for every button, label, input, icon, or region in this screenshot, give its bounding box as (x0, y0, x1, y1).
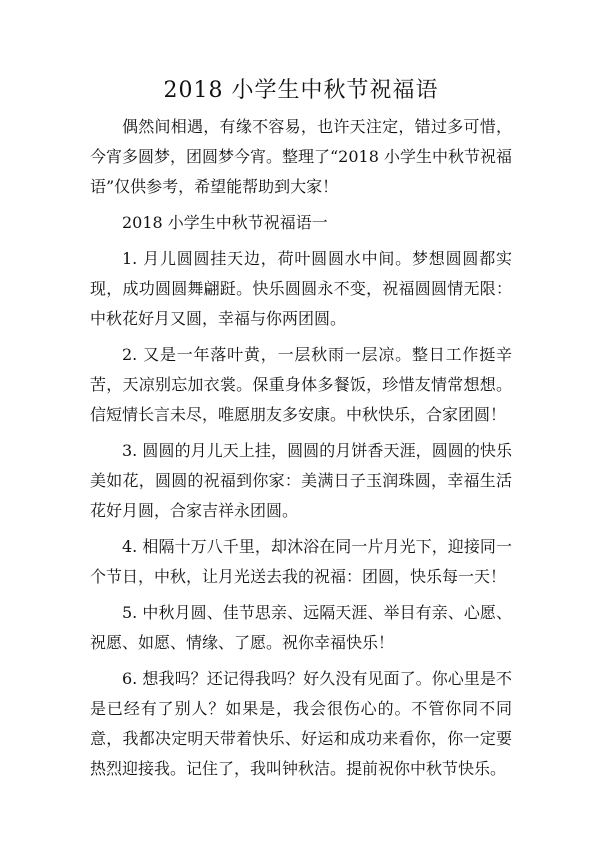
greeting-item-5: 5. 中秋月圆、佳节思亲、远隔天涯、举目有亲、心愿、祝愿、如愿、情缘、了愿。祝你幸福快乐！ (90, 603, 512, 652)
section-heading: 2018 小学生中秋节祝福语一 (122, 213, 328, 232)
greeting-item-3: 3. 圆圆的月儿天上挂，圆圆的月饼香天涯，圆圆的快乐美如花，圆圆的祝福到你家：美满日子玉润珠圆，幸福生活花好月圆，合家吉祥永团圆。 (90, 441, 512, 520)
greeting-item-1: 1. 月儿圆圆挂天边，荷叶圆圆水中间。梦想圆圆都实现，成功圆圆舞翩跹。快乐圆圆永不变，祝福圆圆情无限：中秋花好月又圆，幸福与你两团圆。 (90, 249, 512, 328)
document-title: 2018 小学生中秋节祝福语 (163, 78, 439, 103)
greeting-item-2: 2. 又是一年落叶黄，一层秋雨一层凉。整日工作挺辛苦，天凉别忘加衣裳。保重身体多餐饭，珍惜友情常想想。信短情长言未尽，唯愿朋友多安康。中秋快乐，合家团圆！ (90, 345, 512, 424)
greeting-item-4: 4. 相隔十万八千里，却沐浴在同一片月光下，迎接同一个节日，中秋，让月光送去我的祝福：团圆，快乐每一天！ (90, 537, 512, 586)
intro-paragraph: 偶然间相遇，有缘不容易，也许天注定，错过多可惜，今宵多圆梦，团圆梦今宵。整理了“2018 小学生中秋节祝福语”仅供参考，希望能帮助到大家！ (90, 117, 512, 196)
greeting-item-6: 6. 想我吗？还记得我吗？好久没有见面了。你心里是不是已经有了别人？如果是，我会很伤心的。不管你同不同意，我都决定明天带着快乐、好运和成功来看你，你一定要热烈迎接我。记住了，我叫钟秋洁。提前祝你中秋节快乐。 (90, 669, 512, 778)
